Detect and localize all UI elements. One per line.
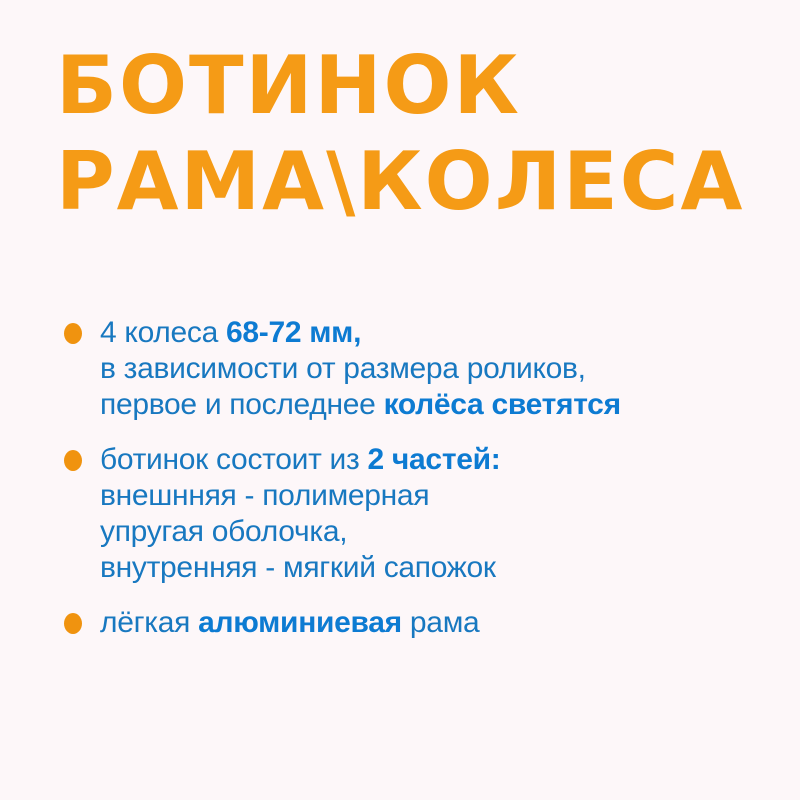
list-item-frame [64, 605, 760, 641]
bullet-text [100, 315, 621, 423]
title-line-2: РАМА\КОЛЕСА [56, 135, 745, 228]
bullet-line [100, 315, 621, 351]
bullet-line [100, 442, 500, 478]
text-segment-bold: алюминиевая [198, 606, 402, 639]
bullet-dot-icon [64, 613, 82, 634]
bullet-line [100, 478, 500, 514]
bullet-line [100, 351, 621, 387]
text-segment: внутренняя - мягкий сапожок [100, 551, 496, 584]
bullet-line [100, 605, 479, 641]
text-segment-bold: 68-72 мм, [226, 316, 362, 349]
text-segment: упругая оболочка, [100, 515, 348, 548]
text-segment: первое и последнее [100, 388, 384, 421]
text-segment-bold: 2 частей: [367, 443, 501, 476]
list-item-wheels [64, 315, 760, 423]
text-segment: ботинок состоит из [100, 443, 368, 476]
bullet-text [100, 442, 500, 586]
title-line-1: БОТИНОК [56, 39, 521, 132]
feature-list [56, 315, 760, 641]
text-segment-bold: колёса светятся [383, 388, 621, 421]
text-segment: в зависимости от размера роликов, [100, 352, 586, 385]
bullet-text [100, 605, 479, 641]
poster-title [56, 38, 760, 230]
bullet-dot-icon [64, 323, 82, 344]
bullet-dot-icon [64, 450, 82, 471]
bullet-line [100, 550, 500, 586]
text-segment: внешнняя - полимерная [100, 479, 430, 512]
text-segment: рама [401, 606, 480, 639]
bullet-line [100, 514, 500, 550]
text-segment: 4 колеса [100, 316, 227, 349]
bullet-line [100, 387, 621, 423]
text-segment: лёгкая [100, 606, 199, 639]
list-item-boot [64, 442, 760, 586]
